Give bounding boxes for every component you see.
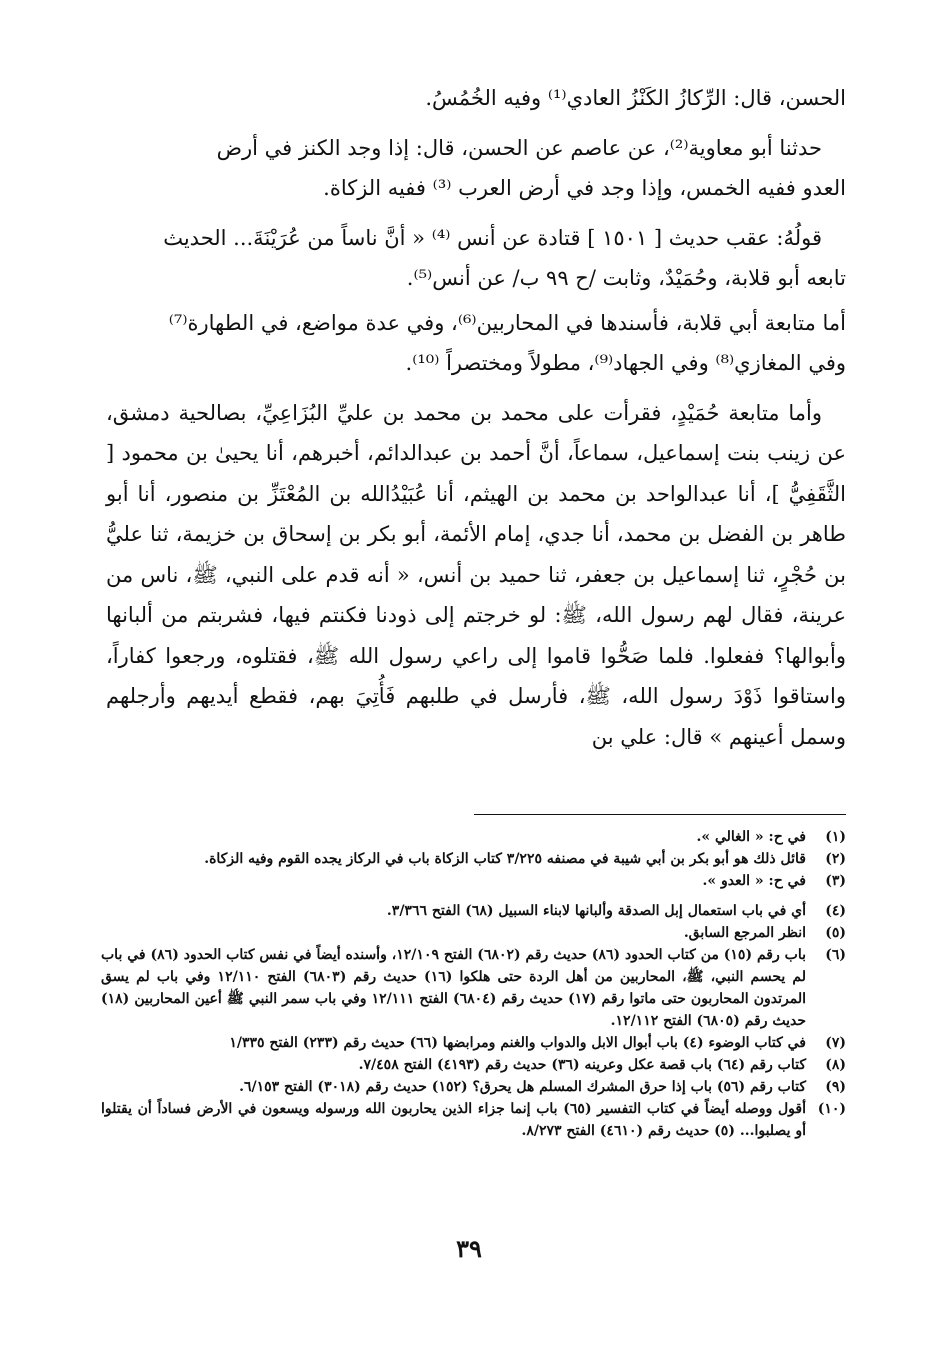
footnote-10 xyxy=(101,1098,846,1142)
footnote-8 xyxy=(101,1054,846,1076)
footnote-6 xyxy=(101,944,846,1032)
footnote-number: (٩) xyxy=(825,1079,846,1095)
footnote-text: أقول ووصله أيضاً في كتاب التفسير (٦٥) باب إنما جزاء الذين يحاربون الله ورسوله ويسعون في الأرض فساداً أن يقتلوا أو يصلبوا... (٥) حديث رقم (٤٦١٠) الفتح ٨/٢٧٣. xyxy=(101,1101,806,1139)
footnote-7 xyxy=(101,1032,846,1054)
footnote-9 xyxy=(101,1076,846,1098)
main-text xyxy=(106,78,846,757)
footnote-5 xyxy=(101,922,846,944)
footnote-text: انظر المرجع السابق. xyxy=(683,925,806,941)
footnote-text: في ح: « العدو ». xyxy=(702,873,806,889)
footnote-number: (٧) xyxy=(825,1035,846,1051)
page-number: ٣٩ xyxy=(456,1234,482,1263)
footnote-text: باب رقم (١٥) من كتاب الحدود (٨٦) حديث رقم (٦٨٠٢) الفتح ١٢/١٠٩، وأسنده أيضاً في نفس كتاب الحدود (٨٦) في باب لم يحسم النبي، ﷺ، المحاربين من أهل الردة حتى هلكوا (١٦) حديث رقم (٦٨٠٣) الفتح ١٢/١١٠ وفي باب لم يسق المرتدون المحاربون حتى ماتوا رقم (١٧) حديث رقم (٦٨٠٤) الفتح ١٢/١١١ وفي باب سمر النبي ﷺ أعين المحاربين (١٨) حديث رقم (٦٨٠٥) الفتح ١٢/١١٢. xyxy=(101,947,807,1029)
footnote-number: (١٠) xyxy=(817,1101,846,1117)
footnote-number: (١) xyxy=(825,829,846,845)
footnote-number: (٦) xyxy=(825,947,846,963)
footnote-number: (٣) xyxy=(825,873,846,889)
footnote-text: كتاب رقم (٦٤) باب قصة عكل وعرينه (٣٦) حديث رقم (٤١٩٣) الفتح ٧/٤٥٨. xyxy=(358,1057,806,1073)
footnote-2 xyxy=(101,848,846,870)
footnote-text: كتاب رقم (٥٦) باب إذا حرق المشرك المسلم هل يحرق؟ (١٥٢) حديث رقم (٣٠١٨) الفتح ٦/١٥٣. xyxy=(239,1079,806,1095)
paragraph-5: وأما متابعة حُمَيْدٍ، فقرأت على محمد بن محمد بن عليِّ البُزَاعِيِّ، بصالحية دمشق، عن زينب بنت إسماعيل، سماعاً، أنَّ أحمد بن عبدالدائم، أخبرهم، أنا يحيىٰ بن محمود [ الثَّقَفِيُّ ]، أنا عبدالواحد بن محمد بن الهيثم، أنا عُبَيْدُالله بن المُعْتَزِّ بن منصور، أنا أبو طاهر بن الفضل بن محمد، أنا جدي، إمام الأئمة، أبو بكر بن إسحاق بن خزيمة، ثنا عليُّ بن حُجْرٍ، ثنا إسماعيل بن جعفر، ثنا حميد بن أنس، « أنه قدم على النبي، ﷺ، ناس من عرينة، فقال لهم رسول الله، ﷺ: لو خرجتم إلى ذودنا فكنتم فيها، فشربتم من ألبانها وأبوالها؟ ففعلوا. فلما صَحُّوا قاموا إلى راعي رسول الله ﷺ، فقتلوه، ورجعوا كفاراً، واستاقوا ذَوْدَ رسول الله، ﷺ، فأرسل في طلبهم فَأُتِيَ بهم، فقطع أيديهم وأرجلهم وسمل أعينهم » قال: علي بن xyxy=(106,400,846,749)
paragraph-2: حدثنا أبو معاوية⁽²⁾، عن عاصم عن الحسن، قال: إذا وجد الكنز في أرض العدو ففيه الخمس، وإذا وجد في أرض العرب ⁽³⁾ ففيه الزكاة. xyxy=(216,135,846,200)
paragraph-3: قولُهُ: عقب حديث [ ١٥٠١ ] قتادة عن أنس ⁽⁴⁾ « أنَّ ناساً من عُرَيْنَةَ... الحديث تابعه أبو قلابة، وحُمَيْدٌ، وثابت /ح ٩٩ ب/ عن أنس⁽⁵⁾. xyxy=(163,225,846,290)
paragraph-1: الحسن، قال: الرِّكازُ الكَنْزُ العادي⁽¹⁾ وفيه الخُمُسُ. xyxy=(425,86,846,110)
footnote-text: في كتاب الوضوء (٤) باب أبوال الابل والدواب والغنم ومرابضها (٦٦) حديث رقم (٢٣٣) الفتح ١/٣٣٥ xyxy=(229,1035,806,1051)
footnote-number: (٢) xyxy=(825,851,846,867)
footnote-number: (٥) xyxy=(825,925,846,941)
footnote-text: أي في باب استعمال إبل الصدقة وألبانها لابناء السبيل (٦٨) الفتح ٣/٣٦٦. xyxy=(386,903,806,919)
footnote-separator xyxy=(474,814,846,815)
footnote-1 xyxy=(101,826,846,848)
paragraph-4: أما متابعة أبي قلابة، فأسندها في المحاربين⁽⁶⁾، وفي عدة مواضع، في الطهارة⁽⁷⁾ وفي المغازي⁽⁸⁾ وفي الجهاد⁽⁹⁾، مطولاً ومختصراً ⁽¹⁰⁾. xyxy=(168,310,846,375)
footnote-3 xyxy=(101,870,846,892)
footnote-4 xyxy=(101,900,846,922)
footnote-text: في ح: « الغالي ». xyxy=(696,829,806,845)
footnote-number: (٨) xyxy=(825,1057,846,1073)
footnote-number: (٤) xyxy=(825,903,846,919)
footnotes xyxy=(101,826,846,1142)
footnote-text: قائل ذلك هو أبو بكر بن أبي شيبة في مصنفه ٣/٢٢٥ كتاب الزكاة باب في الركاز يجده القوم وفيه الزكاة. xyxy=(204,851,806,867)
